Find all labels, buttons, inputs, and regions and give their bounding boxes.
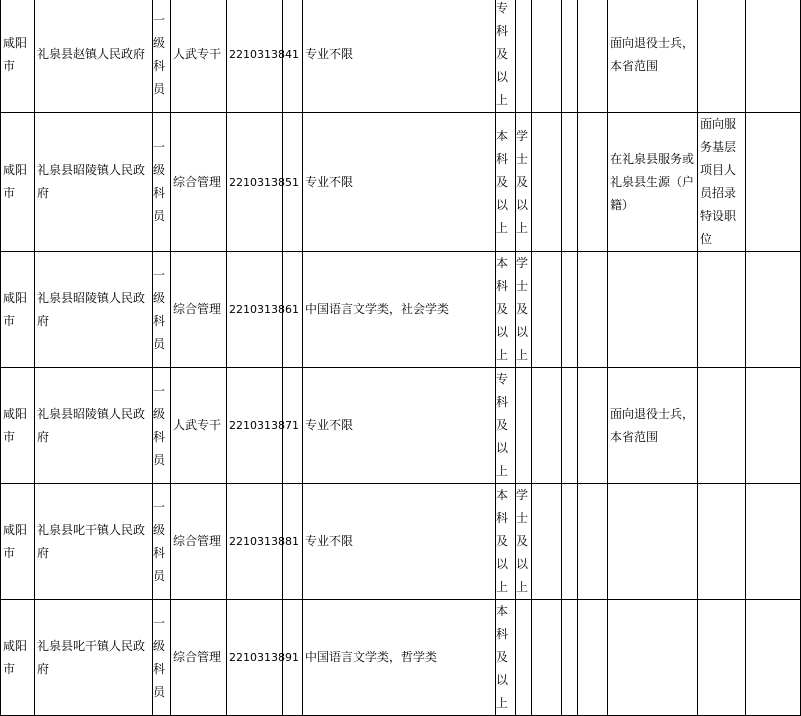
empty-cell (562, 252, 578, 368)
position-code-cell: 2210313891 (227, 600, 283, 716)
unit-cell: 礼泉县昭陵镇人民政府 (35, 368, 153, 484)
empty-cell (746, 484, 801, 600)
unit-cell: 礼泉县叱干镇人民政府 (35, 484, 153, 600)
unit-cell: 礼泉县赵镇人民政府 (35, 0, 153, 113)
table-row (1, 252, 801, 368)
other-requirements-cell: 面向退役士兵，本省范围 (608, 0, 698, 113)
empty-cell (562, 0, 578, 113)
city-cell: 咸阳市 (1, 0, 35, 113)
level-cell: 一级科员 (153, 113, 171, 252)
position-cell: 综合管理 (171, 600, 227, 716)
empty-cell (532, 368, 562, 484)
empty-cell (746, 113, 801, 252)
city-cell: 咸阳市 (1, 113, 35, 252)
position-cell: 综合管理 (171, 113, 227, 252)
other-requirements-cell (608, 252, 698, 368)
city-cell: 咸阳市 (1, 252, 35, 368)
empty-cell (746, 0, 801, 113)
position-code-cell: 2210313851 (227, 113, 283, 252)
major-cell: 专业不限 (303, 113, 496, 252)
empty-cell (562, 484, 578, 600)
position-code-cell: 2210313841 (227, 0, 283, 113)
level-cell: 一级科员 (153, 0, 171, 113)
degree-cell (516, 368, 532, 484)
table-row (1, 368, 801, 484)
empty-cell (746, 600, 801, 716)
remarks-cell (698, 600, 746, 716)
major-cell: 中国语言文学类，哲学类 (303, 600, 496, 716)
position-code-cell: 2210313881 (227, 484, 283, 600)
position-code-cell: 2210313861 (227, 252, 283, 368)
position-cell: 综合管理 (171, 252, 227, 368)
empty-cell (562, 113, 578, 252)
degree-cell (516, 600, 532, 716)
empty-cell (532, 0, 562, 113)
city-cell: 咸阳市 (1, 368, 35, 484)
position-cell: 人武专干 (171, 0, 227, 113)
empty-cell (562, 368, 578, 484)
other-requirements-cell: 面向退役士兵，本省范围 (608, 368, 698, 484)
position-cell: 人武专干 (171, 368, 227, 484)
empty-cell (578, 252, 608, 368)
city-cell: 咸阳市 (1, 600, 35, 716)
other-requirements-cell: 在礼泉县服务或礼泉县生源（户籍） (608, 113, 698, 252)
empty-cell (578, 0, 608, 113)
empty-cell (532, 484, 562, 600)
position-cell: 综合管理 (171, 484, 227, 600)
education-cell: 本科及以上 (496, 252, 516, 368)
other-requirements-cell (608, 600, 698, 716)
level-cell: 一级科员 (153, 252, 171, 368)
level-cell: 一级科员 (153, 600, 171, 716)
education-cell: 本科及以上 (496, 113, 516, 252)
remarks-cell (698, 368, 746, 484)
table-row (1, 600, 801, 716)
empty-cell (746, 368, 801, 484)
education-cell: 本科及以上 (496, 484, 516, 600)
remarks-cell: 面向服务基层项目人员招录特设职位 (698, 113, 746, 252)
empty-cell (532, 252, 562, 368)
empty-cell (578, 368, 608, 484)
table-row (1, 484, 801, 600)
position-code-cell: 2210313871 (227, 368, 283, 484)
empty-cell (562, 600, 578, 716)
remarks-cell (698, 252, 746, 368)
education-cell: 专科及以上 (496, 0, 516, 113)
level-cell: 一级科员 (153, 484, 171, 600)
remarks-cell (698, 0, 746, 113)
major-cell: 专业不限 (303, 0, 496, 113)
education-cell: 专科及以上 (496, 368, 516, 484)
empty-cell (532, 113, 562, 252)
remarks-cell (698, 484, 746, 600)
education-cell: 本科及以上 (496, 600, 516, 716)
other-requirements-cell (608, 484, 698, 600)
empty-cell (746, 252, 801, 368)
major-cell: 专业不限 (303, 368, 496, 484)
level-cell: 一级科员 (153, 368, 171, 484)
degree-cell (516, 0, 532, 113)
degree-cell: 学士及以上 (516, 113, 532, 252)
table-row (1, 0, 801, 113)
degree-cell: 学士及以上 (516, 252, 532, 368)
unit-cell: 礼泉县叱干镇人民政府 (35, 600, 153, 716)
degree-cell: 学士及以上 (516, 484, 532, 600)
unit-cell: 礼泉县昭陵镇人民政府 (35, 113, 153, 252)
major-cell: 专业不限 (303, 484, 496, 600)
empty-cell (578, 484, 608, 600)
empty-cell (532, 600, 562, 716)
table-row (1, 113, 801, 252)
empty-cell (578, 113, 608, 252)
major-cell: 中国语言文学类，社会学类 (303, 252, 496, 368)
empty-cell (578, 600, 608, 716)
unit-cell: 礼泉县昭陵镇人民政府 (35, 252, 153, 368)
city-cell: 咸阳市 (1, 484, 35, 600)
